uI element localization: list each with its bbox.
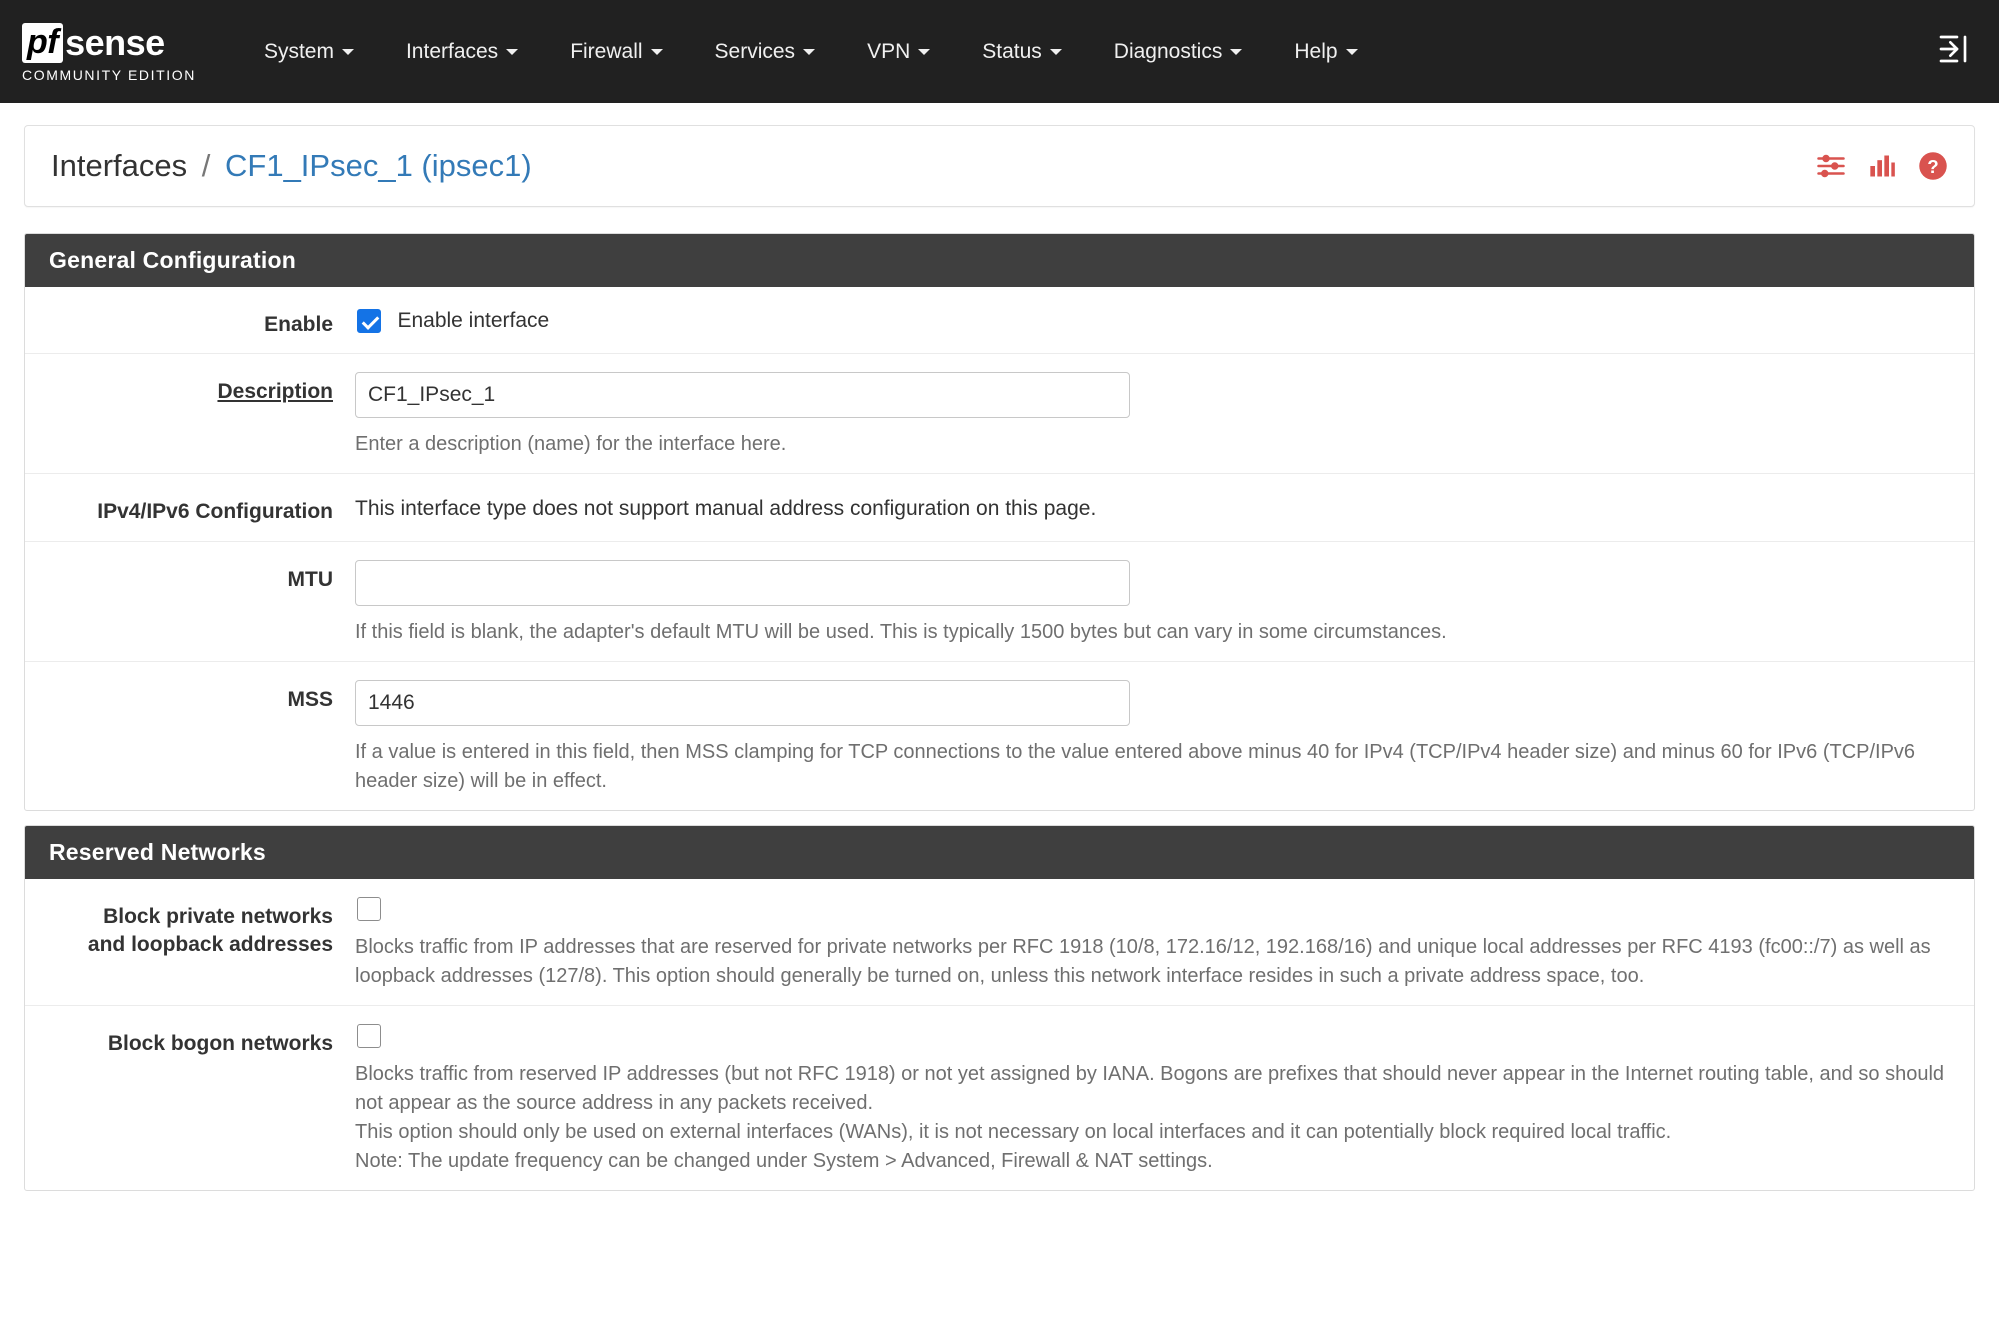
reserved-networks-panel <box>24 825 1975 1191</box>
nav-item-interfaces-label: Interfaces <box>405 39 499 63</box>
ip-configuration-label: IPv4/IPv6 Configuration <box>97 500 333 524</box>
nav-menu <box>238 30 1384 74</box>
nav-item-services[interactable] <box>689 30 842 74</box>
nav-item-vpn[interactable] <box>841 30 956 74</box>
nav-item-help-label: Help <box>1294 39 1338 63</box>
nav-item-diagnostics-label: Diagnostics <box>1113 39 1223 63</box>
chevron-down-icon <box>506 49 518 55</box>
page-content <box>0 103 1999 1191</box>
form-row-description <box>25 354 1974 474</box>
mtu-help: If this field is blank, the adapter's default MTU will be used. This is typically 1500 bytes but can vary in some circumstances. <box>355 620 1447 643</box>
breadcrumb <box>51 148 1816 184</box>
mss-label: MSS <box>287 687 333 711</box>
block-private-help: Blocks traffic from IP addresses that are reserved for private networks per RFC 1918 (10/8, 172.16/12, 192.168/16) and unique local addresses per RFC 4193 (fc00::/7) as well as loopback addresses (127/8). This option should generally be turned on, unless this network interface resides in such a private address space, too. <box>355 935 1931 987</box>
general-configuration-heading: General Configuration <box>25 234 1974 287</box>
mtu-label: MTU <box>287 567 333 591</box>
breadcrumb-current[interactable]: CF1_IPsec_1 (ipsec1) <box>225 148 532 183</box>
mss-help: If a value is entered in this field, then MSS clamping for TCP connections to the value entered above minus 40 for IPv4 (TCP/IPv4 header size) and minus 60 for IPv6 (TCP/IPv6 header size) will be in effect. <box>355 740 1916 792</box>
brand-sense-text: sense <box>65 21 165 63</box>
chevron-down-icon <box>1346 49 1358 55</box>
description-control <box>355 372 1974 459</box>
svg-text:?: ? <box>1927 155 1939 177</box>
logout-icon[interactable] <box>1937 33 1969 71</box>
form-row-block-bogon <box>25 1006 1974 1190</box>
breadcrumb-card <box>24 125 1975 207</box>
general-configuration-body <box>25 287 1974 810</box>
mtu-control <box>355 560 1974 647</box>
chevron-down-icon <box>651 49 663 55</box>
reserved-networks-body <box>25 879 1974 1190</box>
block-private-control <box>355 897 1974 991</box>
ip-configuration-control <box>355 492 1974 526</box>
block-bogon-label: Block bogon networks <box>107 1031 333 1055</box>
block-bogon-help-line2: This option should only be used on external interfaces (WANs), it is not necessary on local interfaces and it can potentially block required local traffic. <box>355 1120 1672 1143</box>
nav-item-system-label: System <box>263 39 334 63</box>
description-help: Enter a description (name) for the interface here. <box>355 433 787 456</box>
form-row-mtu <box>25 542 1974 662</box>
brand-subtitle: COMMUNITY EDITION <box>22 66 196 83</box>
form-row-block-private <box>25 879 1974 1006</box>
brand-pf-text: pf <box>22 23 63 63</box>
chevron-down-icon <box>1230 49 1242 55</box>
chevron-down-icon <box>342 49 354 55</box>
enable-interface-checkbox[interactable] <box>357 309 381 333</box>
nav-item-firewall[interactable] <box>544 30 688 74</box>
help-circle-icon[interactable] <box>1918 151 1948 181</box>
form-row-ip-configuration <box>25 474 1974 541</box>
mtu-input[interactable] <box>355 560 1130 606</box>
enable-control <box>355 305 1974 339</box>
block-private-label-line1: Block private networks <box>103 904 333 928</box>
breadcrumb-root[interactable]: Interfaces <box>51 148 188 183</box>
description-label: Description <box>217 380 333 404</box>
chevron-down-icon <box>918 49 930 55</box>
nav-item-help[interactable] <box>1268 30 1383 74</box>
chart-bar-icon[interactable] <box>1868 152 1896 180</box>
block-bogon-control <box>355 1024 1974 1176</box>
block-private-label-line2: and loopback addresses <box>87 933 333 957</box>
general-configuration-panel <box>24 233 1975 811</box>
ip-configuration-text: This interface type does not support manual address configuration on this page. <box>355 497 1097 521</box>
nav-item-status[interactable] <box>956 30 1088 74</box>
brand-logo-text <box>22 23 196 63</box>
nav-item-vpn-label: VPN <box>867 39 911 63</box>
nav-item-services-label: Services <box>714 39 796 63</box>
block-bogon-help-line1: Blocks traffic from reserved IP addresses (but not RFC 1918) or not yet assigned by IANA. Bogons are prefixes that should never appear in the Internet routing table, and so should not appear as the source address in any packets received. <box>355 1062 1945 1114</box>
nav-item-firewall-label: Firewall <box>570 39 643 63</box>
enable-interface-checkbox-label: Enable interface <box>397 309 550 332</box>
brand-logo[interactable] <box>22 23 196 83</box>
block-bogon-help-line3: Note: The update frequency can be changed under System > Advanced, Firewall & NAT settings. <box>355 1149 1213 1172</box>
nav-item-interfaces[interactable] <box>380 30 544 74</box>
enable-label: Enable <box>264 313 333 336</box>
block-private-label <box>25 897 355 991</box>
mss-control <box>355 680 1974 796</box>
chevron-down-icon <box>803 49 815 55</box>
form-row-enable <box>25 287 1974 354</box>
nav-item-diagnostics[interactable] <box>1088 30 1269 74</box>
reserved-networks-heading: Reserved Networks <box>25 826 1974 879</box>
nav-item-system[interactable] <box>238 30 380 74</box>
nav-item-status-label: Status <box>982 39 1042 63</box>
breadcrumb-separator: / <box>201 148 211 183</box>
form-row-mss <box>25 662 1974 810</box>
block-bogon-networks-checkbox[interactable] <box>357 1024 381 1048</box>
chevron-down-icon <box>1050 49 1062 55</box>
top-navbar <box>0 0 1999 103</box>
header-icon-group <box>1816 151 1948 181</box>
sliders-icon[interactable] <box>1816 151 1846 181</box>
block-private-networks-checkbox[interactable] <box>357 897 381 921</box>
mss-input[interactable] <box>355 680 1130 726</box>
description-input[interactable] <box>355 372 1130 418</box>
